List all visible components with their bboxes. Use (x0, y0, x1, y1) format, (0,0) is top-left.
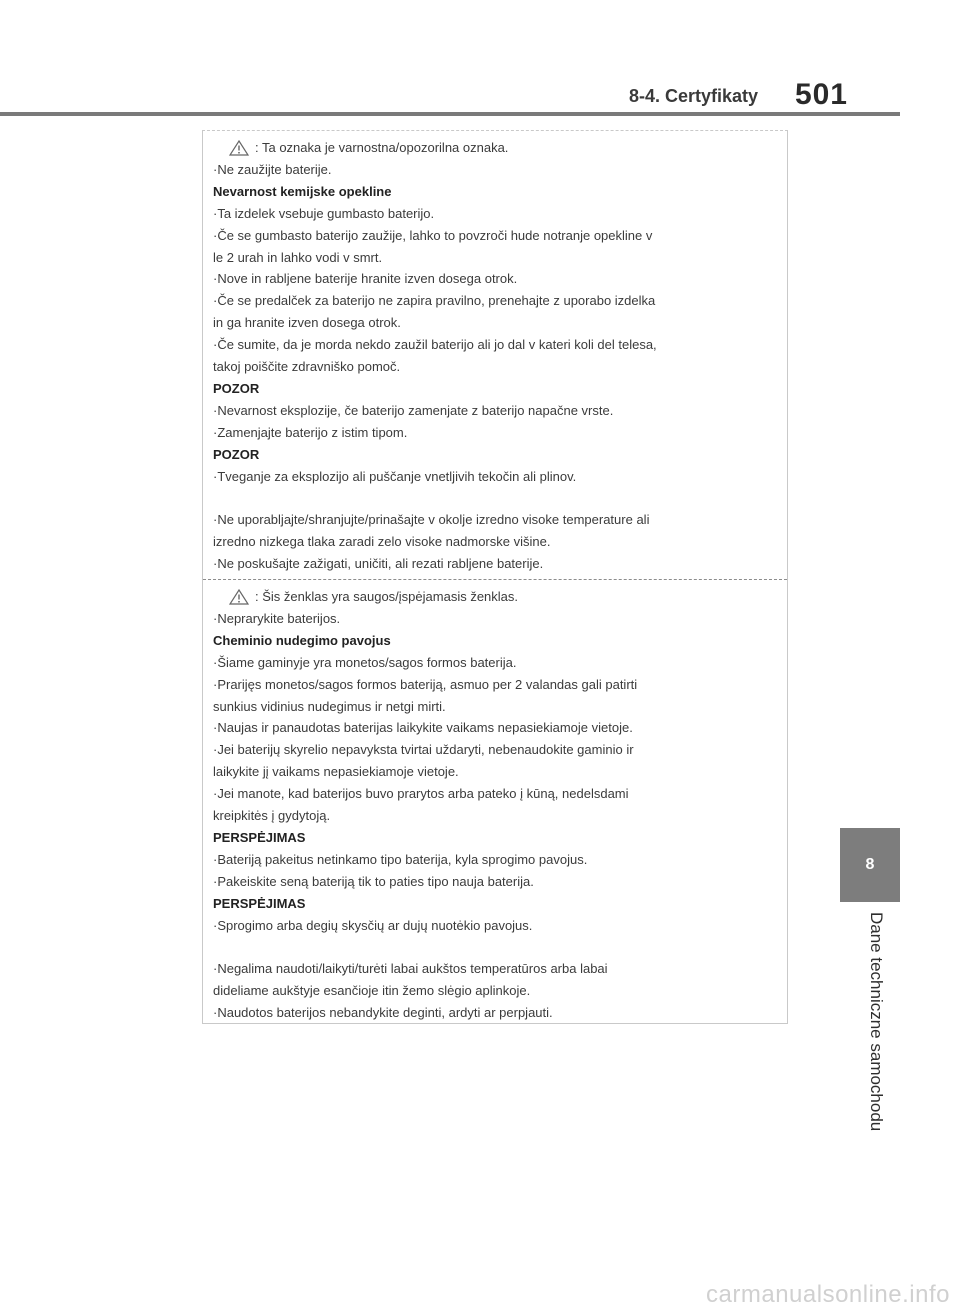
lithuanian-line: kreipkitės į gydytoją. (213, 808, 331, 824)
lithuanian-line: laikykite jį vaikams nepasiekiamoje vietoje. (213, 764, 459, 780)
battery-notice-box (202, 130, 788, 1024)
lithuanian-line: ·Prarijęs monetos/sagos formos bateriją, asmuo per 2 valandas gali patirti (213, 676, 638, 692)
slovenian-line: ·Nevarnost eksplozije, če baterijo zamenjate z baterijo napačne vrste. (213, 402, 614, 418)
slovenian-line: takoj poiščite zdravniško pomoč. (213, 359, 401, 375)
slovenian-line: ·Ne poskušajte zažigati, uničiti, ali rezati rabljene baterije. (213, 556, 544, 572)
slovenian-notice (203, 131, 787, 579)
slovenian-line: ·Nove in rabljene baterije hranite izven dosega otrok. (213, 271, 518, 287)
slovenian-heading: POZOR (213, 446, 260, 462)
slovenian-line: izredno nizkega tlaka zaradi zelo visoke nadmorske višine. (213, 534, 551, 550)
slovenian-line: ·Ne uporabljajte/shranjujte/prinašajte v okolje izredno visoke temperature ali (213, 512, 650, 528)
lithuanian-heading: PERSPĖJIMAS (213, 895, 306, 911)
lithuanian-lines (203, 580, 787, 1024)
lithuanian-line: ·Bateriją pakeitus netinkamo tipo baterija, kyla sprogimo pavojus. (213, 851, 588, 867)
slovenian-warning-text: : Ta oznaka je varnostna/opozorilna oznaka. (255, 140, 509, 155)
slovenian-warning-symbol-line (213, 137, 777, 159)
lithuanian-line: ·Naujas ir panaudotas baterijas laikykite vaikams nepasiekiamoje vietoje. (213, 720, 633, 736)
slovenian-line: ·Če sumite, da je morda nekdo zaužil baterijo ali jo dal v kateri koli del telesa, (213, 337, 657, 353)
warning-triangle-icon (229, 140, 249, 156)
slovenian-line: ·Zamenjajte baterijo z istim tipom. (213, 424, 408, 440)
chapter-number: 8 (865, 856, 875, 873)
warning-triangle-icon (229, 589, 249, 605)
lithuanian-notice (203, 579, 787, 1024)
slovenian-line: le 2 urah in lahko vodi v smrt. (213, 249, 383, 265)
chapter-tab[interactable] (840, 828, 900, 902)
header-rule (0, 112, 900, 116)
section-title: 8-4. Certyfikaty (628, 86, 758, 106)
page-header (0, 70, 900, 116)
slovenian-heading: POZOR (213, 380, 260, 396)
page-number: 501 (794, 78, 848, 111)
slovenian-line: ·Če se predalček za baterijo ne zapira pravilno, prenehajte z uporabo izdelka (213, 293, 656, 309)
lithuanian-line: ·Negalima naudoti/laikyti/turėti labai aukštos temperatūros arba labai (213, 961, 608, 977)
lithuanian-body (213, 608, 777, 1024)
lithuanian-blank-line (213, 937, 777, 959)
lithuanian-line: ·Jei baterijų skyrelio nepavyksta tvirtai uždaryti, nebenaudokite gaminio ir (213, 742, 634, 758)
lithuanian-warning-symbol-line (213, 586, 777, 608)
lithuanian-line: dideliame aukštyje esančioje itin žemo slėgio aplinkoje. (213, 983, 531, 999)
slovenian-line: ·Ta izdelek vsebuje gumbasto baterijo. (213, 205, 435, 221)
slovenian-blank-line (213, 488, 777, 510)
watermark: carmanualsonline.info (706, 1281, 950, 1308)
lithuanian-line: ·Pakeiskite seną bateriją tik to paties tipo nauja baterija. (213, 873, 534, 889)
lithuanian-heading: Cheminio nudegimo pavojus (213, 632, 391, 648)
lithuanian-heading: PERSPĖJIMAS (213, 829, 306, 845)
lithuanian-line: ·Jei manote, kad baterijos buvo prarytos arba pateko į kūną, nedelsdami (213, 786, 629, 802)
lithuanian-line: ·Sprogimo arba degių skysčių ar dujų nuotėkio pavojus. (213, 917, 533, 933)
lithuanian-line: sunkius vidinius nudegimus ir netgi mirti. (213, 698, 446, 714)
chapter-title: Dane techniczne samochodu (867, 912, 886, 1132)
slovenian-heading: Nevarnost kemijske opekline (213, 183, 392, 199)
lithuanian-warning-text: : Šis ženklas yra saugos/įspėjamasis ženklas. (255, 589, 519, 604)
lithuanian-line: ·Naudotos baterijos nebandykite deginti, ardyti ar perpjauti. (213, 1005, 553, 1021)
slovenian-line: ·Ne zaužijte baterije. (213, 161, 332, 177)
slovenian-line: ·Če se gumbasto baterijo zaužije, lahko to povzroči hude notranje opekline v (213, 227, 653, 243)
lithuanian-line: ·Šiame gaminyje yra monetos/sagos formos baterija. (213, 654, 517, 670)
slovenian-body (213, 159, 777, 575)
slovenian-line: ·Tveganje za eksplozijo ali puščanje vnetljivih tekočin ali plinov. (213, 468, 577, 484)
slovenian-lines (203, 131, 787, 575)
lithuanian-line: ·Neprarykite baterijos. (213, 610, 341, 626)
slovenian-line: in ga hranite izven dosega otrok. (213, 315, 401, 331)
